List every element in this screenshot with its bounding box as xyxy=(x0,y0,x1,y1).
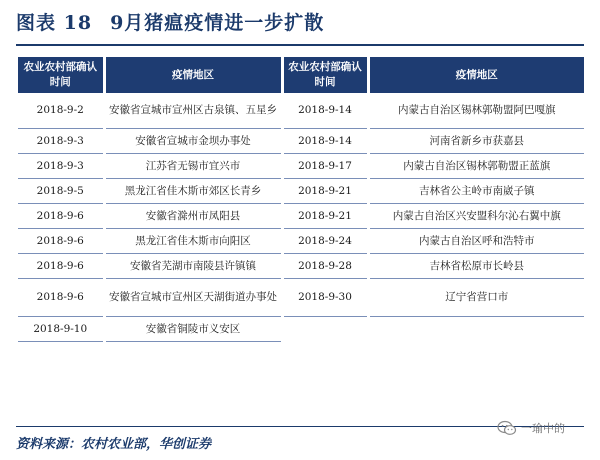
date-cell: 2018-9-3 xyxy=(18,129,104,154)
header-row xyxy=(18,57,584,93)
figure-title xyxy=(16,8,324,35)
watermark-text: 一瑜中的 xyxy=(521,422,565,435)
date-cell: 2018-9-28 xyxy=(282,254,368,279)
area-cell: 安徽省芜湖市南陵县许镇镇 xyxy=(104,254,282,279)
area-cell: 吉林省公主岭市南崴子镇 xyxy=(368,179,584,204)
date-cell: 2018-9-17 xyxy=(282,154,368,179)
header-area-left: 疫情地区 xyxy=(104,57,282,93)
watermark xyxy=(497,420,565,436)
date-cell: 2018-9-24 xyxy=(282,229,368,254)
table-row xyxy=(18,93,584,129)
area-cell: 安徽省宣城市宣州区天湖街道办事处 xyxy=(104,279,282,317)
table-row xyxy=(18,229,584,254)
table-row xyxy=(18,254,584,279)
date-cell: 2018-9-21 xyxy=(282,204,368,229)
date-cell: 2018-9-14 xyxy=(282,129,368,154)
table-row xyxy=(18,204,584,229)
area-cell: 安徽省滁州市凤阳县 xyxy=(104,204,282,229)
area-cell: 安徽省铜陵市义安区 xyxy=(104,317,282,342)
date-cell: 2018-9-10 xyxy=(18,317,104,342)
area-cell: 河南省新乡市获嘉县 xyxy=(368,129,584,154)
header-area-right: 疫情地区 xyxy=(368,57,584,93)
empty-cell xyxy=(368,317,584,342)
area-cell: 安徽省宣城市金坝办事处 xyxy=(104,129,282,154)
area-cell: 内蒙古自治区呼和浩特市 xyxy=(368,229,584,254)
outbreak-table xyxy=(18,57,584,342)
area-cell: 内蒙古自治区锡林郭勒盟正蓝旗 xyxy=(368,154,584,179)
date-cell: 2018-9-6 xyxy=(18,279,104,317)
figure-number: 图表 18 xyxy=(16,12,93,34)
source-note: 资料来源：农村农业部，华创证券 xyxy=(16,437,212,452)
table-row xyxy=(18,179,584,204)
date-cell: 2018-9-30 xyxy=(282,279,368,317)
date-cell: 2018-9-5 xyxy=(18,179,104,204)
date-cell: 2018-9-3 xyxy=(18,154,104,179)
table-row xyxy=(18,129,584,154)
date-cell: 2018-9-6 xyxy=(18,229,104,254)
date-cell: 2018-9-6 xyxy=(18,254,104,279)
date-cell: 2018-9-14 xyxy=(282,93,368,129)
area-cell: 辽宁省营口市 xyxy=(368,279,584,317)
table-row xyxy=(18,154,584,179)
area-cell: 江苏省无锡市宜兴市 xyxy=(104,154,282,179)
area-cell: 安徽省宣城市宣州区古泉镇、五星乡 xyxy=(104,93,282,129)
header-date-right: 农业农村部确认时间 xyxy=(282,57,368,93)
wechat-icon xyxy=(497,420,517,436)
table-row xyxy=(18,279,584,317)
figure-title-text: 9月猪瘟疫情进一步扩散 xyxy=(110,12,325,34)
area-cell: 黑龙江省佳木斯市郊区长青乡 xyxy=(104,179,282,204)
area-cell: 吉林省松原市长岭县 xyxy=(368,254,584,279)
top-rule xyxy=(16,44,584,46)
date-cell: 2018-9-6 xyxy=(18,204,104,229)
header-date-left: 农业农村部确认时间 xyxy=(18,57,104,93)
date-cell: 2018-9-2 xyxy=(18,93,104,129)
area-cell: 内蒙古自治区锡林郭勒盟阿巴嘎旗 xyxy=(368,93,584,129)
area-cell: 黑龙江省佳木斯市向阳区 xyxy=(104,229,282,254)
date-cell: 2018-9-21 xyxy=(282,179,368,204)
area-cell: 内蒙古自治区兴安盟科尔沁右翼中旗 xyxy=(368,204,584,229)
table-row xyxy=(18,317,584,342)
empty-cell xyxy=(282,317,368,342)
